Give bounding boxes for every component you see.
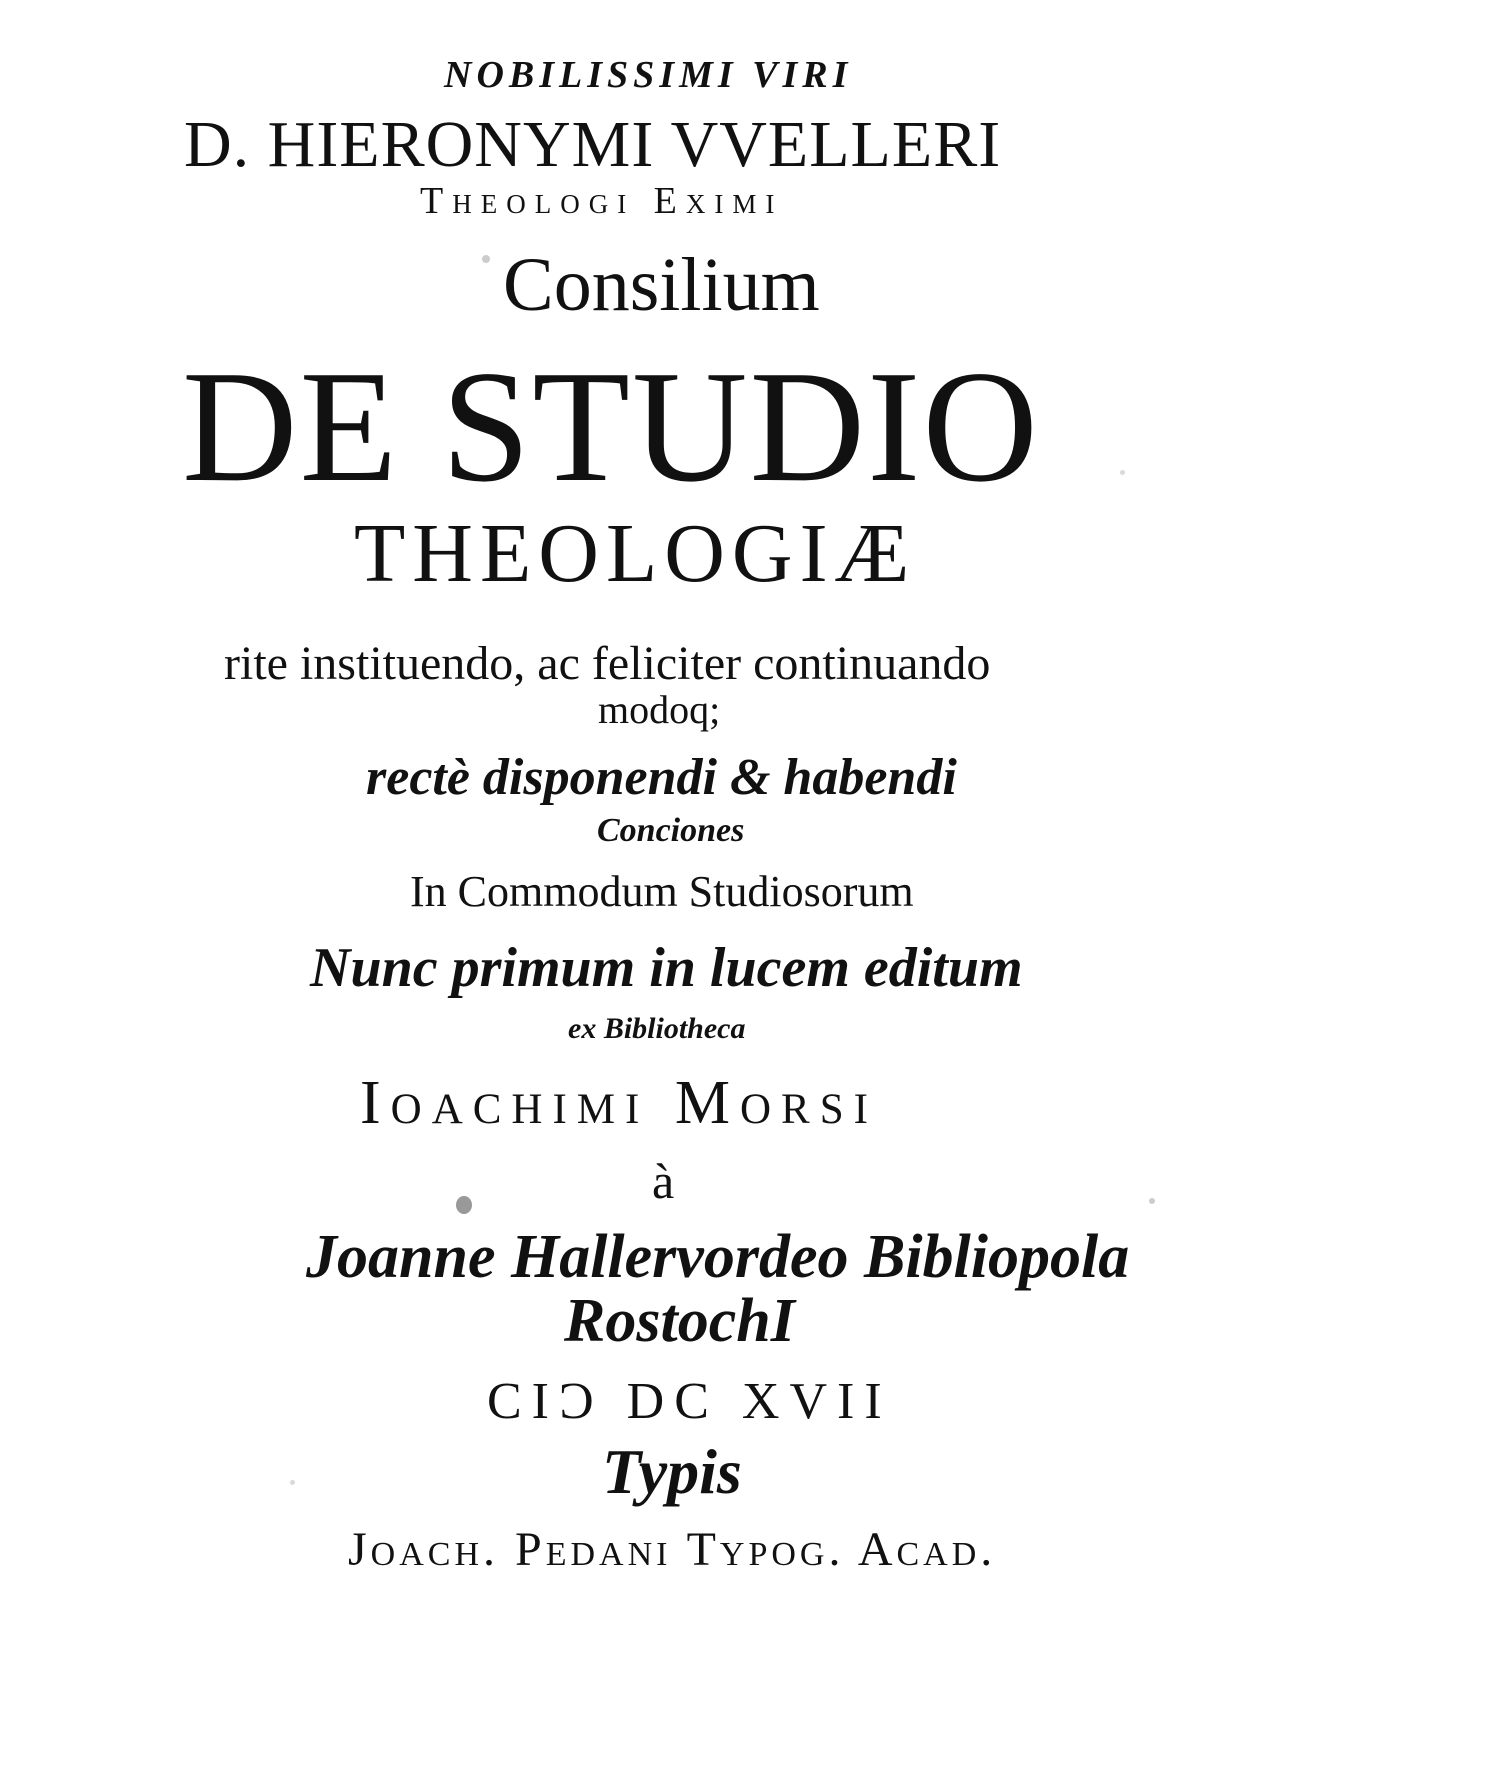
bookseller-line: Joanne Hallervordeo Bibliopola: [306, 1223, 1130, 1291]
ink-speck: [1120, 470, 1125, 475]
subtitle-continued: modoq;: [598, 687, 721, 732]
dedication-line: NOBILISSIMI VIRI: [444, 54, 853, 96]
publication-year: CIƆ DC XVII: [487, 1373, 892, 1430]
ink-speck: [456, 1196, 472, 1214]
conciones-line: Conciones: [597, 812, 745, 849]
main-title-subject: THEOLOGIÆ: [354, 507, 917, 600]
place-of-publication: RostochI: [564, 1287, 795, 1355]
main-title: DE STUDIO: [182, 337, 1040, 515]
author-title: Theologi Eximi: [420, 180, 784, 222]
author-name: D. HIERONYMI VVELLERI: [184, 108, 1002, 181]
library-owner: Ioachimi Morsi: [360, 1069, 878, 1137]
subtitle-line: rite instituendo, ac feliciter continuando: [224, 637, 991, 690]
typis-line: Typis: [602, 1436, 742, 1507]
printer-line: Joach. Pedani Typog. Acad.: [348, 1523, 997, 1576]
ink-speck: [482, 255, 490, 263]
ink-speck: [290, 1480, 295, 1485]
source-statement: ex Bibliotheca: [568, 1012, 746, 1045]
subtitle-italic: rectè disponendi & habendi: [366, 749, 957, 806]
ink-speck: [1149, 1198, 1155, 1204]
dedication-purpose: In Commodum Studiosorum: [410, 867, 914, 916]
preposition-line: à: [652, 1153, 675, 1209]
consilium-heading: Consilium: [503, 243, 820, 327]
edition-statement: Nunc primum in lucem editum: [310, 937, 1023, 999]
